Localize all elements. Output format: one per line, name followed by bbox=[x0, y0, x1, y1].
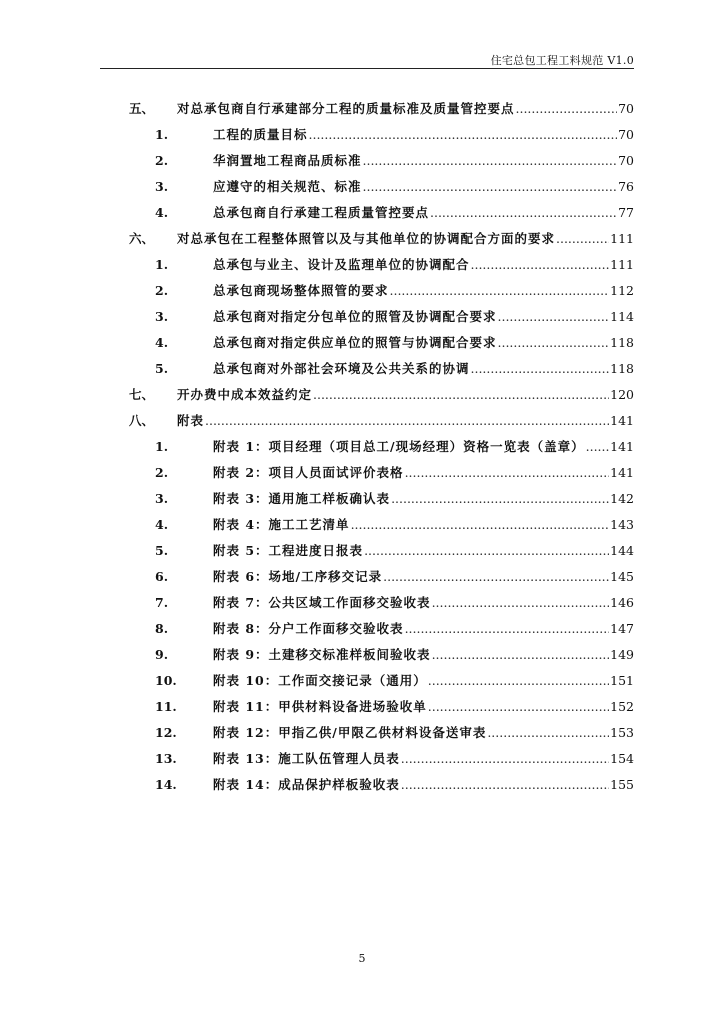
toc-leader bbox=[383, 564, 609, 590]
toc-page: 114 bbox=[610, 309, 634, 324]
toc-number: 9. bbox=[155, 647, 169, 662]
toc-leader bbox=[428, 694, 609, 720]
toc-leader bbox=[498, 304, 610, 330]
toc-page: 77 bbox=[618, 205, 634, 220]
toc-number: 6. bbox=[155, 569, 169, 584]
toc-number: 11. bbox=[155, 699, 177, 714]
toc-page: 70 bbox=[618, 153, 634, 168]
toc-entry[interactable] bbox=[0, 382, 724, 408]
toc-leader bbox=[401, 746, 609, 772]
toc-number: 4. bbox=[155, 517, 169, 532]
toc-leader bbox=[516, 96, 618, 122]
toc-title: 附表 5：工程进度日报表 bbox=[213, 543, 364, 558]
toc-page: 141 bbox=[610, 439, 634, 454]
toc-title: 总承包与业主、设计及监理单位的协调配合 bbox=[213, 257, 470, 272]
toc-title: 附表 11：甲供材料设备进场验收单 bbox=[213, 699, 427, 714]
toc-title: 附表 1：项目经理（项目总工/现场经理）资格一览表（盖章） bbox=[213, 439, 585, 454]
toc-title: 总承包商对指定分包单位的照管及协调配合要求 bbox=[213, 309, 497, 324]
page-number: 5 bbox=[358, 952, 366, 965]
toc-number: 8. bbox=[155, 621, 169, 636]
toc-leader bbox=[430, 200, 617, 226]
toc-leader bbox=[586, 434, 610, 460]
toc-entry[interactable] bbox=[0, 486, 724, 512]
toc-entry[interactable] bbox=[0, 538, 724, 564]
toc-leader bbox=[471, 252, 610, 278]
toc-title: 总承包商自行承建工程质量管控要点 bbox=[213, 205, 430, 220]
toc-number: 3. bbox=[155, 179, 169, 194]
toc-number: 2. bbox=[155, 283, 169, 298]
toc-page: 142 bbox=[610, 491, 634, 506]
toc-number: 1. bbox=[155, 439, 169, 454]
page-header bbox=[100, 52, 634, 69]
toc-entry[interactable] bbox=[0, 304, 724, 330]
toc-title: 开办费中成本效益约定 bbox=[177, 387, 313, 402]
toc-leader bbox=[309, 122, 618, 148]
toc-page: 120 bbox=[610, 387, 634, 402]
toc-page: 152 bbox=[610, 699, 634, 714]
toc-entry[interactable] bbox=[0, 408, 724, 434]
toc-leader bbox=[471, 356, 610, 382]
toc-title: 附表 12：甲指乙供/甲限乙供材料设备送审表 bbox=[213, 725, 487, 740]
toc-entry[interactable] bbox=[0, 226, 724, 252]
toc-entry[interactable] bbox=[0, 668, 724, 694]
toc-entry[interactable] bbox=[0, 122, 724, 148]
toc-page: 149 bbox=[610, 647, 634, 662]
toc-entry[interactable] bbox=[0, 720, 724, 746]
toc-page: 70 bbox=[618, 101, 634, 116]
toc-leader bbox=[205, 408, 609, 434]
toc-entry[interactable] bbox=[0, 252, 724, 278]
toc-page: 145 bbox=[610, 569, 634, 584]
toc-entry[interactable] bbox=[0, 642, 724, 668]
toc-page: 151 bbox=[610, 673, 634, 688]
toc-entry[interactable] bbox=[0, 616, 724, 642]
toc-page: 118 bbox=[610, 361, 634, 376]
toc-page: 143 bbox=[610, 517, 634, 532]
toc-title: 华润置地工程商品质标准 bbox=[213, 153, 362, 168]
toc-title: 对总承包商自行承建部分工程的质量标准及质量管控要点 bbox=[177, 101, 515, 116]
toc-number: 1. bbox=[155, 127, 169, 142]
toc-entry[interactable] bbox=[0, 512, 724, 538]
toc-number: 八、 bbox=[129, 413, 155, 428]
toc-entry[interactable] bbox=[0, 148, 724, 174]
toc-page: 111 bbox=[610, 257, 634, 272]
toc-title: 附表 4：施工工艺清单 bbox=[213, 517, 350, 532]
toc-number: 3. bbox=[155, 309, 169, 324]
toc-title: 工程的质量目标 bbox=[213, 127, 308, 142]
toc-entry[interactable] bbox=[0, 746, 724, 772]
toc-entry[interactable] bbox=[0, 96, 724, 122]
toc-number: 5. bbox=[155, 361, 169, 376]
toc-leader bbox=[313, 382, 609, 408]
toc-number: 七、 bbox=[129, 387, 155, 402]
toc-title: 附表 6：场地/工序移交记录 bbox=[213, 569, 383, 584]
toc-leader bbox=[363, 174, 618, 200]
toc-leader bbox=[432, 642, 610, 668]
toc-leader bbox=[390, 278, 610, 304]
toc-leader bbox=[498, 330, 610, 356]
toc-number: 4. bbox=[155, 335, 169, 350]
toc-entry[interactable] bbox=[0, 434, 724, 460]
document-title: 住宅总包工程工料规范 V1.0 bbox=[490, 54, 634, 67]
toc-page: 76 bbox=[618, 179, 634, 194]
toc-number: 2. bbox=[155, 465, 169, 480]
toc-number: 7. bbox=[155, 595, 169, 610]
toc-page: 141 bbox=[610, 413, 634, 428]
toc-title: 附表 bbox=[177, 413, 205, 428]
toc-number: 5. bbox=[155, 543, 169, 558]
toc-leader bbox=[391, 486, 609, 512]
toc-leader bbox=[405, 616, 610, 642]
toc-number: 13. bbox=[155, 751, 177, 766]
toc-title: 附表 7：公共区域工作面移交验收表 bbox=[213, 595, 431, 610]
toc-title: 附表 8：分户工作面移交验收表 bbox=[213, 621, 404, 636]
toc-title: 总承包商对指定供应单位的照管与协调配合要求 bbox=[213, 335, 497, 350]
toc-leader bbox=[432, 590, 610, 616]
toc-title: 附表 14：成品保护样板验收表 bbox=[213, 777, 400, 792]
toc-entry[interactable] bbox=[0, 278, 724, 304]
toc-leader bbox=[556, 226, 609, 252]
toc-page: 112 bbox=[610, 283, 634, 298]
toc-page: 147 bbox=[610, 621, 634, 636]
toc-title: 附表 3：通用施工样板确认表 bbox=[213, 491, 391, 506]
toc-title: 附表 9：土建移交标准样板间验收表 bbox=[213, 647, 431, 662]
toc-entry[interactable] bbox=[0, 460, 724, 486]
toc-title: 附表 13：施工队伍管理人员表 bbox=[213, 751, 400, 766]
toc-page: 155 bbox=[610, 777, 634, 792]
toc-leader bbox=[487, 720, 609, 746]
toc-entry[interactable] bbox=[0, 590, 724, 616]
toc-title: 应遵守的相关规范、标准 bbox=[213, 179, 362, 194]
toc-leader bbox=[401, 772, 609, 798]
toc-page: 146 bbox=[610, 595, 634, 610]
toc-entry[interactable] bbox=[0, 564, 724, 590]
toc-entry[interactable] bbox=[0, 356, 724, 382]
toc-page: 154 bbox=[610, 751, 634, 766]
toc-entry[interactable] bbox=[0, 174, 724, 200]
toc-leader bbox=[428, 668, 609, 694]
toc-entry[interactable] bbox=[0, 694, 724, 720]
toc-leader bbox=[405, 460, 610, 486]
toc-number: 10. bbox=[155, 673, 177, 688]
toc-number: 14. bbox=[155, 777, 177, 792]
toc-title: 总承包商现场整体照管的要求 bbox=[213, 283, 389, 298]
toc-page: 70 bbox=[618, 127, 634, 142]
toc-number: 12. bbox=[155, 725, 177, 740]
toc-number: 五、 bbox=[129, 101, 155, 116]
toc-leader bbox=[351, 512, 610, 538]
toc-entry[interactable] bbox=[0, 772, 724, 798]
toc-page: 111 bbox=[610, 231, 634, 246]
toc-leader bbox=[364, 538, 609, 564]
toc-title: 附表 10：工作面交接记录（通用） bbox=[213, 673, 427, 688]
toc-page: 153 bbox=[610, 725, 634, 740]
toc-title: 附表 2：项目人员面试评价表格 bbox=[213, 465, 404, 480]
toc-number: 4. bbox=[155, 205, 169, 220]
toc-page: 141 bbox=[610, 465, 634, 480]
toc-title: 总承包商对外部社会环境及公共关系的协调 bbox=[213, 361, 470, 376]
toc-entry[interactable] bbox=[0, 330, 724, 356]
toc-number: 六、 bbox=[129, 231, 155, 246]
toc-title: 对总承包在工程整体照管以及与其他单位的协调配合方面的要求 bbox=[177, 231, 556, 246]
toc-number: 3. bbox=[155, 491, 169, 506]
toc-page: 144 bbox=[610, 543, 634, 558]
toc-leader bbox=[363, 148, 618, 174]
toc-number: 2. bbox=[155, 153, 169, 168]
toc-entry[interactable] bbox=[0, 200, 724, 226]
toc-page: 118 bbox=[610, 335, 634, 350]
toc-number: 1. bbox=[155, 257, 169, 272]
